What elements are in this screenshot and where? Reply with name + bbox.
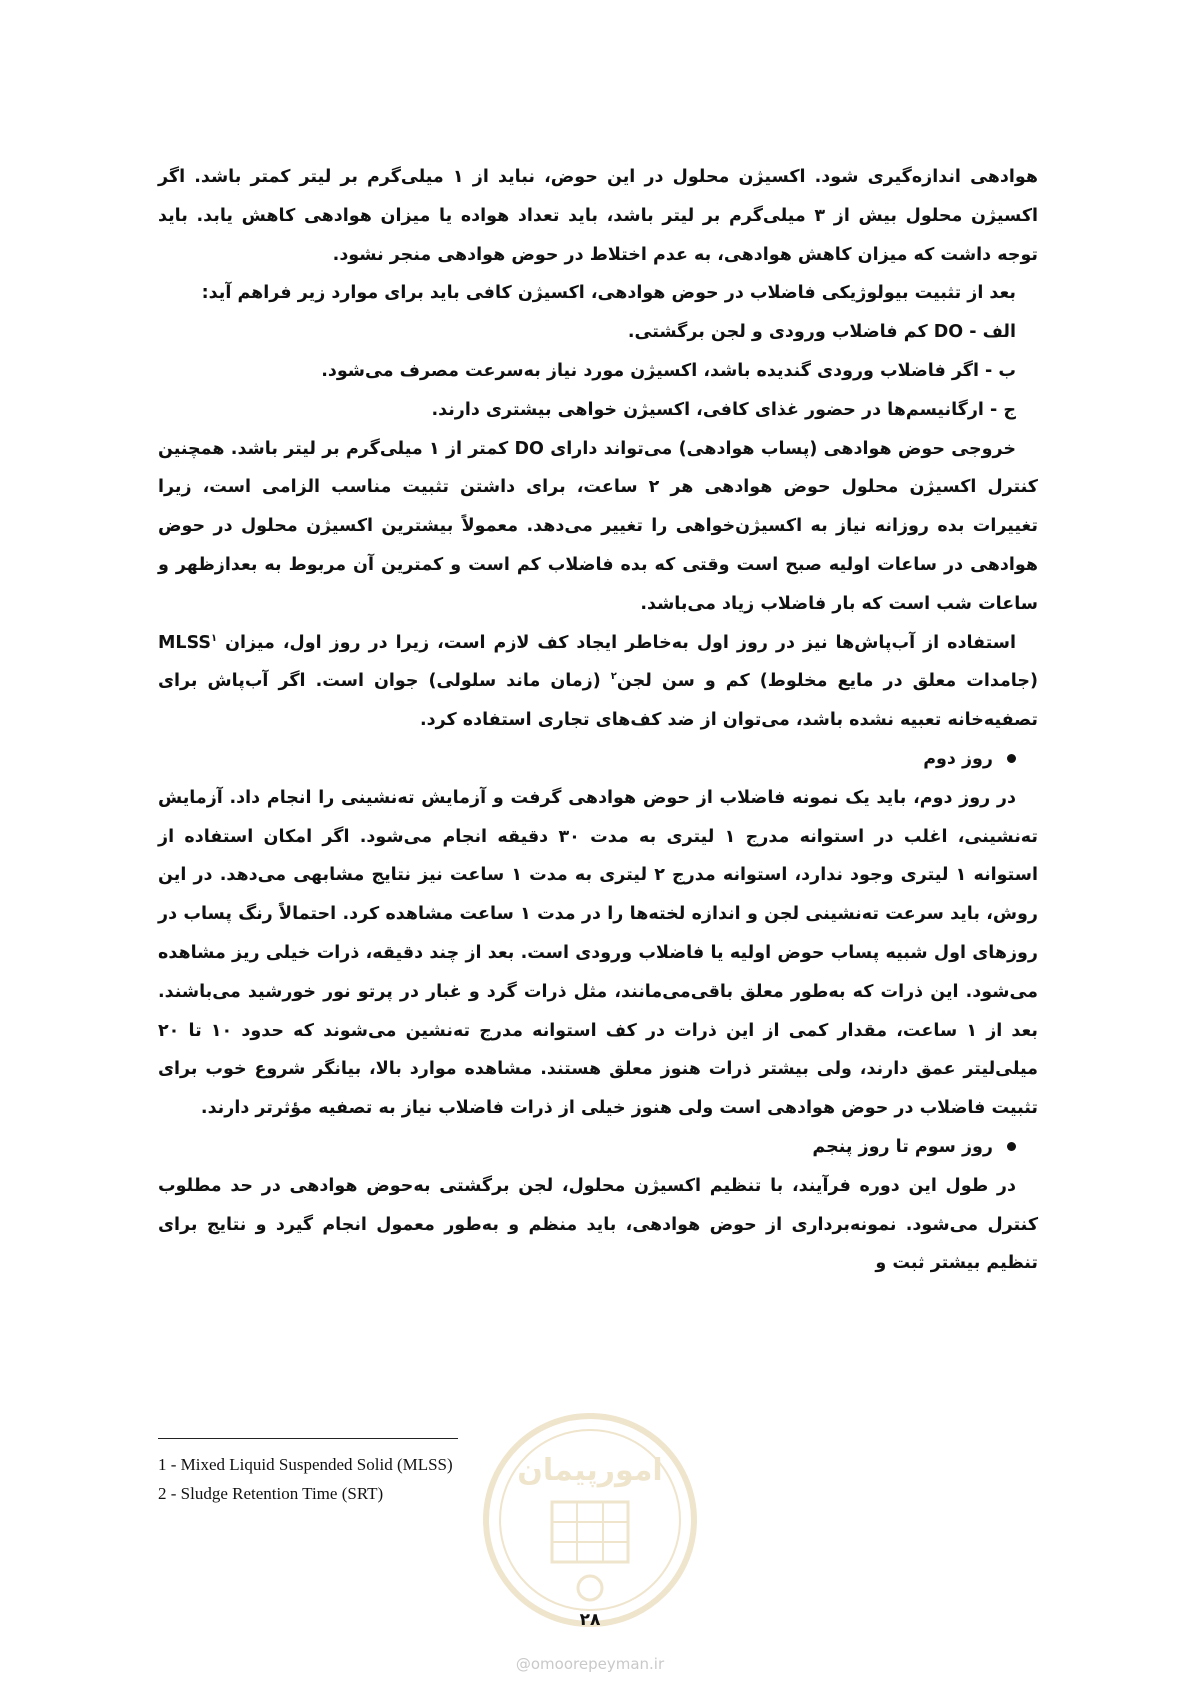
mlss-text-start: استفاده از آب‌پاش‌ها نیز در روز اول به‌خاطر ایجاد کف لازم است، زیرا در روز اول، میزان MLSS xyxy=(158,632,1016,653)
paragraph-day3-5: در طول این دوره فرآیند، با تنظیم اکسیژن محلول، لجن برگشتی به‌حوض هوادهی در حد مطلوب کنترل می‌شود. نمونه‌برداری از حوض هوادهی، باید منظم و به‌طور معمول انجام گیرد و نتایج برای تنظیم بیشتر ثبت و xyxy=(158,1175,1038,1274)
heading-day3-5-text: روز سوم تا روز پنجم xyxy=(812,1136,993,1157)
footnote-ref-2: ۲ xyxy=(610,671,617,683)
footnote-2: 2 - Sludge Retention Time (SRT) xyxy=(158,1484,384,1503)
section-heading-day3-5 xyxy=(158,1128,1038,1167)
footnotes xyxy=(158,1450,658,1508)
watermark-logo-text: امورپیمان xyxy=(517,1453,663,1488)
mlss-text-middle: (جامدات معلق در مایع مخلوط) کم و سن لجن xyxy=(616,671,1038,692)
main-text xyxy=(158,158,1038,1283)
page-number: ۲۸ xyxy=(579,1610,601,1630)
mlss-text-end: (زمان ماند سلولی) جوان است. اگر آب‌پاش برای تصفیه‌خانه تعبیه نشده باشد، می‌توان از ضد کف‌های تجاری استفاده کرد. xyxy=(158,671,1038,731)
footnote-ref-1: ۱ xyxy=(211,632,218,644)
paragraph-oxygen-needs: بعد از تثبیت بیولوژیکی فاضلاب در حوض هوادهی، اکسیژن کافی باید برای موارد زیر فراهم آید: xyxy=(201,283,1016,304)
watermark-seal-icon xyxy=(480,1410,700,1630)
section-heading-day2 xyxy=(158,740,1038,779)
list-item-a: الف - DO کم فاضلاب ورودی و لجن برگشتی. xyxy=(627,322,1016,343)
watermark-url: @omoorepeyman.ir xyxy=(515,1655,665,1673)
list-item-b: ب - اگر فاضلاب ورودی گندیده باشد، اکسیژن مورد نیاز به‌سرعت مصرف می‌شود. xyxy=(321,360,1016,381)
list-item-c: ج - ارگانیسم‌ها در حضور غذای کافی، اکسیژن خواهی بیشتری دارند. xyxy=(431,399,1016,420)
paragraph-aeration-oxygen: هوادهی اندازه‌گیری شود. اکسیژن محلول در این حوض، نباید از ۱ میلی‌گرم بر لیتر کمتر باشد. اگر اکسیژن محلول بیش از ۳ میلی‌گرم بر لیتر باشد، باید تعداد هواده یا میزان هوادهی کاهش یابد. باید توجه داشت که میزان کاهش هوادهی، به عدم اختلاط در حوض هوادهی منجر نشود. xyxy=(158,167,1039,265)
paragraph-day2: در روز دوم، باید یک نمونه فاضلاب از حوض هوادهی گرفت و آزمایش ته‌نشینی را انجام داد. آزمایش ته‌نشینی، اغلب در استوانه مدرج ۱ لیتری به مدت ۳۰ دقیقه انجام می‌شود. اگر امکان استفاده از استوانه ۱ لیتری وجود ندارد، استوانه مدرج ۲ لیتری به مدت ۱ ساعت نیز نتایج مشابهی می‌دهد. در این روش، باید سرعت ته‌نشینی لجن و اندازه لخته‌ها را در مدت ۱ ساعت مشاهده کرد. احتمالاً رنگ پساب در روزهای اول شبیه پساب حوض اولیه یا فاضلاب ورودی است. بعد از چند دقیقه، ذرات خیلی ریز مشاهده می‌شود. این ذرات که به‌طور معلق باقی‌می‌مانند، مثل ذرات گرد و غبار در پرتو نور خورشید می‌باشند. بعد از ۱ ساعت، مقدار کمی از این ذرات در کف استوانه مدرج ته‌نشین می‌شوند که حدود ۱۰ تا ۲۰ میلی‌لیتر عمق دارند، ولی بیشتر ذرات هنوز معلق هستند. مشاهده موارد بالا، بیانگر شروع خوب برای تثبیت فاضلاب در حوض هوادهی است ولی هنوز خیلی از ذرات فاضلاب نیاز به تصفیه مؤثرتر دارند. xyxy=(158,787,1038,1119)
paragraph-effluent-do: خروجی حوض هوادهی (پساب هوادهی) می‌تواند دارای DO کمتر از ۱ میلی‌گرم بر لیتر باشد. همچنین کنترل اکسیژن محلول حوض هوادهی هر ۲ ساعت، برای داشتن تثبیت مناسب الزامی است، زیرا تغییرات بده روزانه نیاز به اکسیژن‌خواهی را تغییر می‌دهد. معمولاً بیشترین اکسیژن محلول در حوض هوادهی در ساعات اولیه صبح است وقتی که بده فاضلاب کم است و کمترین آن مربوط به بعدازظهر و ساعات شب است که بار فاضلاب زیاد می‌باشد. xyxy=(158,438,1038,614)
paragraph-sprinklers xyxy=(158,624,1038,740)
footnote-1: 1 - Mixed Liquid Suspended Solid (MLSS) xyxy=(158,1455,453,1474)
bullet-icon xyxy=(1007,754,1016,763)
bullet-icon xyxy=(1007,1142,1016,1151)
footnote-divider xyxy=(158,1438,458,1439)
heading-day2-text: روز دوم xyxy=(923,748,993,769)
